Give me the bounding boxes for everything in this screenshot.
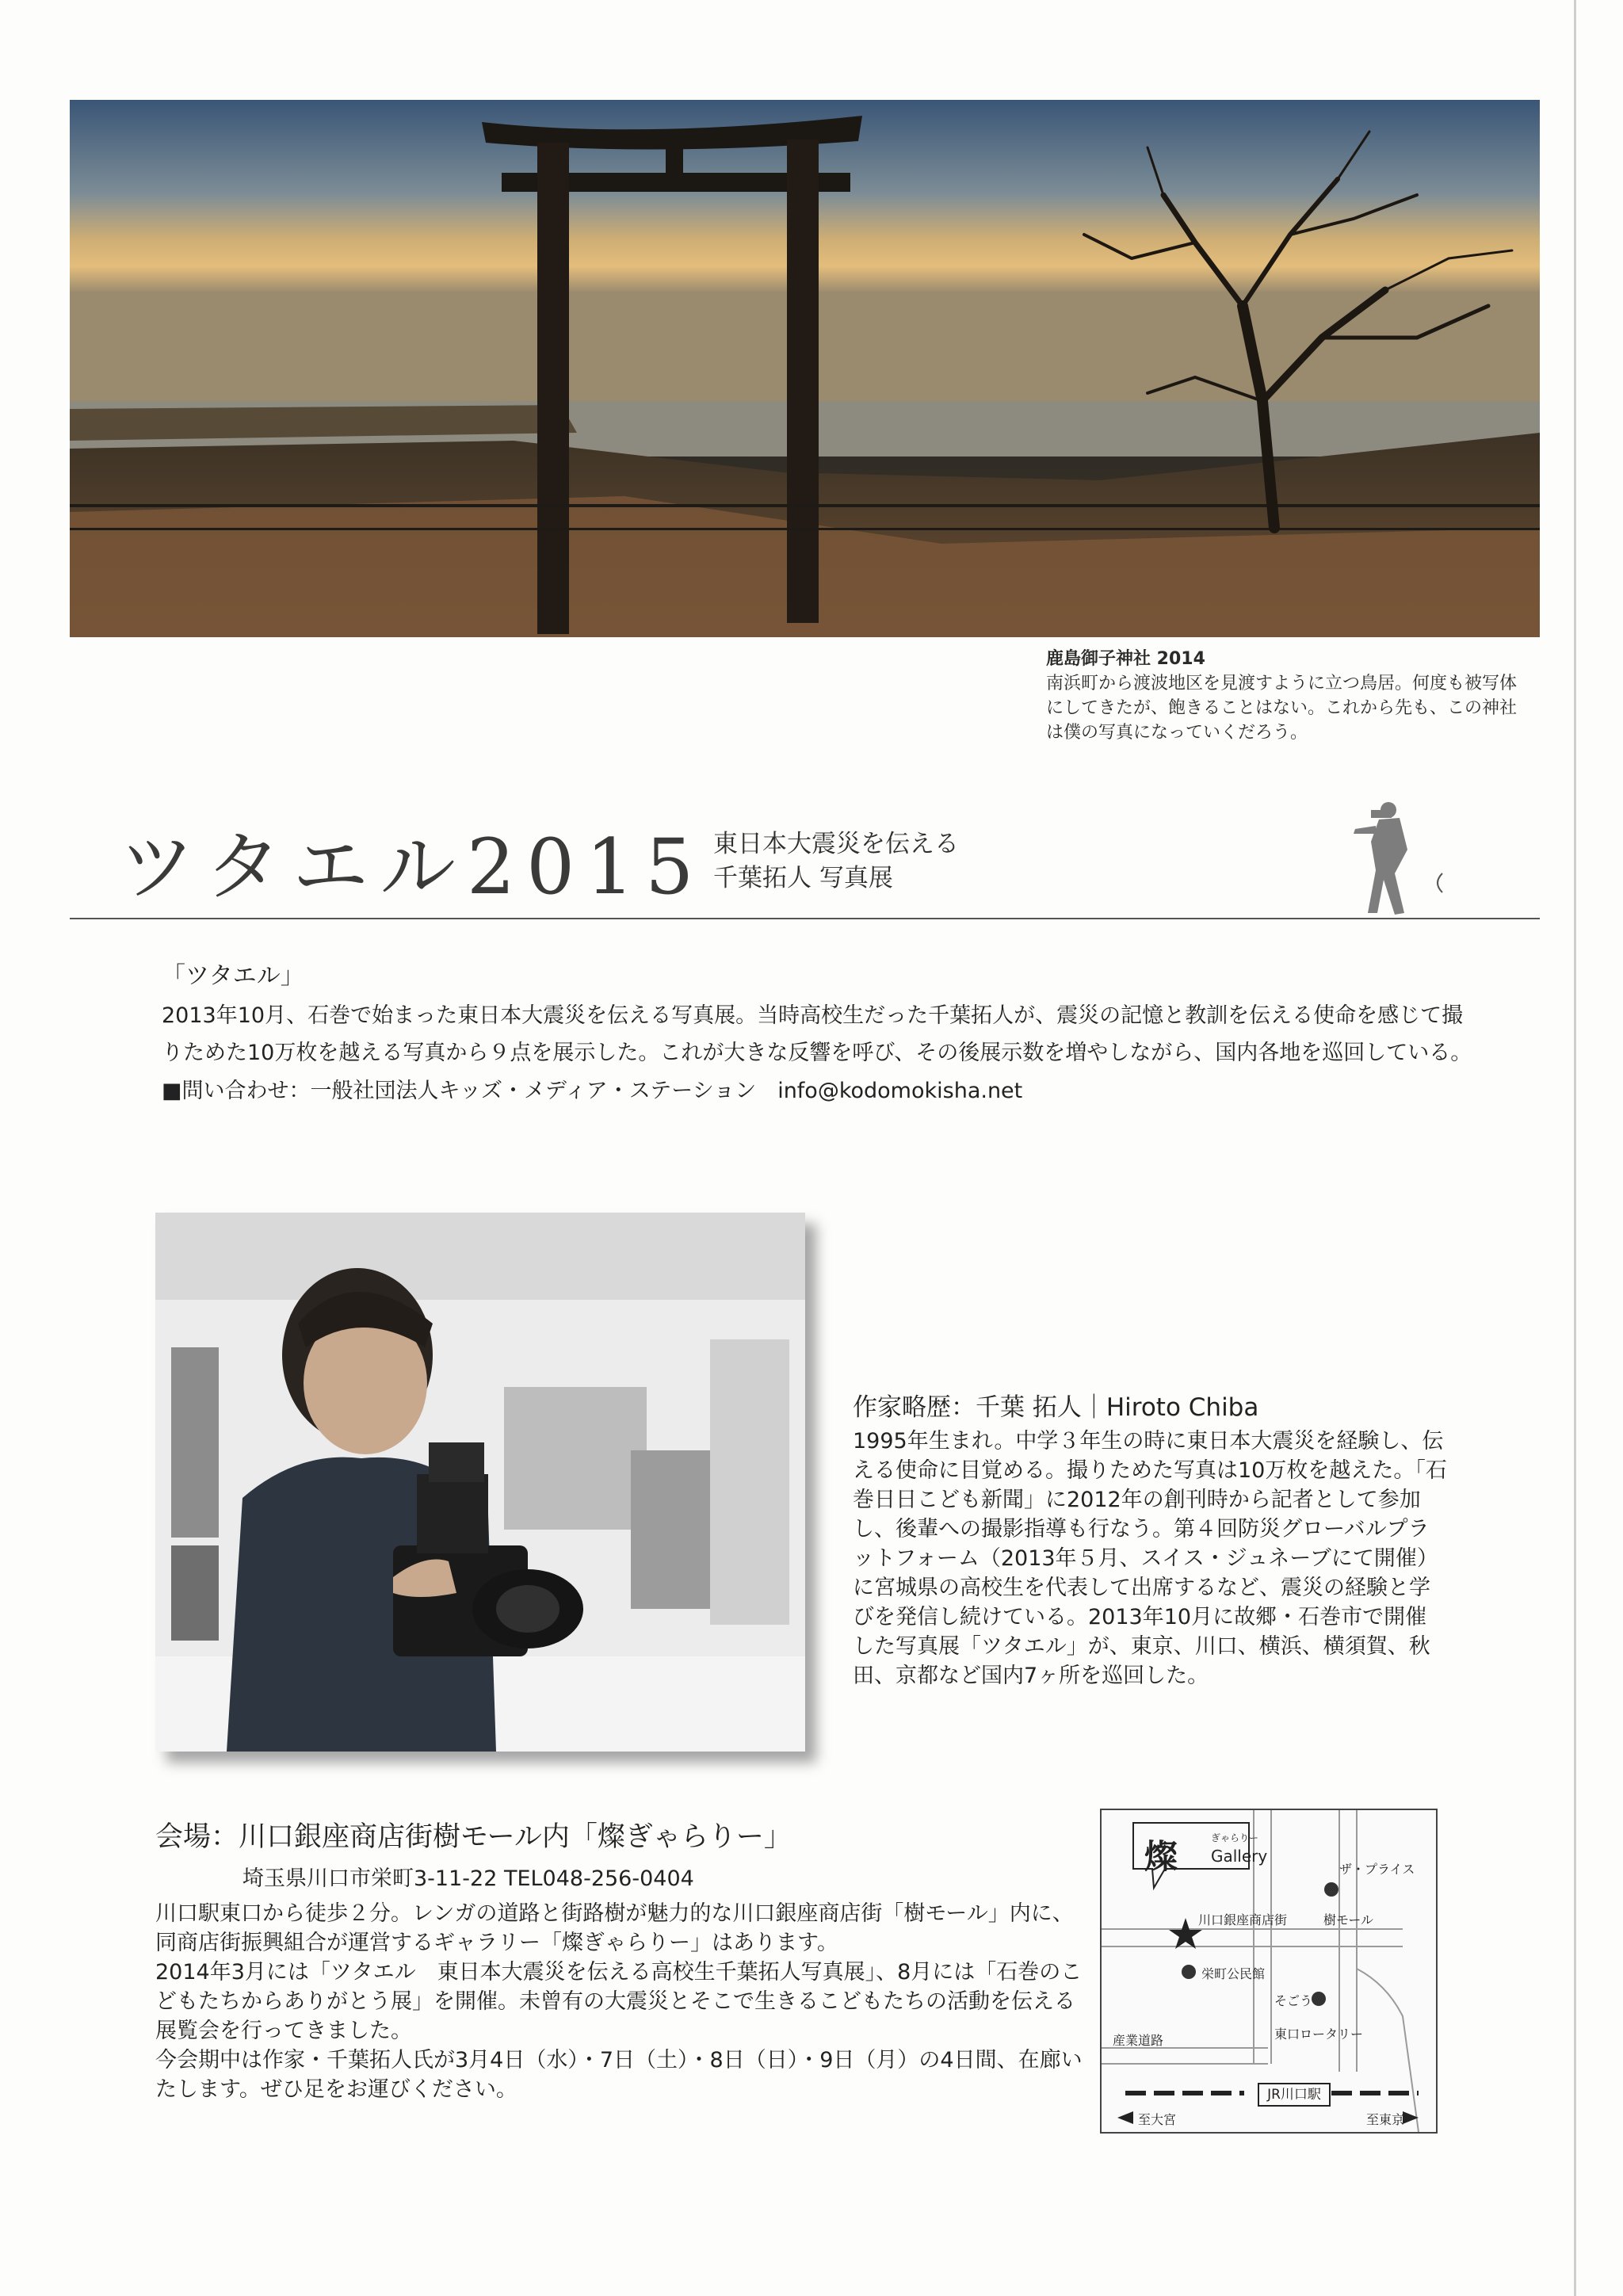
gallery-logo-char: 燦 (1144, 1837, 1178, 1876)
title-word: ツタエル (119, 823, 468, 911)
intro-body: 2013年10月、石巻で始まった東日本大震災を伝える写真展。当時高校生だった千葉拓人が、震災の記憶と教訓を伝える使命を感じて撮りためた10万枚を越える写真から９点を展示した。これが大きな反響を呼び、その後展示数を増やしながら、国内各地を巡回している。 (162, 1003, 1472, 1065)
venue-address: 埼玉県川口市栄町3-11-22 TEL048-256-0404 (242, 1866, 694, 1891)
photographer-silhouette-icon (1339, 794, 1458, 921)
caption-title: 鹿島御子神社 2014 (1046, 649, 1205, 669)
map-label-community-hall: 栄町公民館 (1201, 1966, 1266, 1981)
profile-body: 1995年生まれ。中学３年生の時に東日本大震災を経験し、伝える使命に目覚める。撮りためた写真は10万枚を越えた。「石巻日日こども新聞」に2012年の創刊時から記者として参加し、後輩への撮影指導も行なう。第４回防災グローバルプラットフォーム（2013年５月、スイス・ジュネーブにて開催）に宮城県の高校生を代表して出席するなど、震災の経験と学びを発信し続けている。2013年10月に故郷・石巻市で開催した写真展「ツタエル」が、東京、川口、横浜、横須賀、秋田、京都など国内7ヶ所を巡回した。 (853, 1429, 1447, 1688)
venue-description (155, 1899, 1090, 2104)
exhibition-title (119, 807, 705, 915)
subtitle-line-2: 千葉拓人 写真展 (713, 864, 893, 892)
map-label-to-tokyo: 至東京 (1366, 2112, 1405, 2127)
map-label-mall: 樹モール (1323, 1912, 1374, 1927)
gallery-logo-small: ぎゃらりー (1211, 1832, 1259, 1843)
map-label-station: JR川口駅 (1258, 2083, 1331, 2107)
venue-paragraph-2: 2014年3月には「ツタエル 東日本大震災を伝える高校生千葉拓人写真展」、8月には「石巻のこどもたちからありがとう展」を開催。未曾有の大震災とそこで生きるこどもたちの活動を伝える展覧会を行ってきました。 (155, 1960, 1083, 2043)
venue-paragraph-3: 今会期中は作家・千葉拓人氏が3月4日（水）・7日（土）・8日（日）・9日（月）の4日間、在廊いたします。ぜひ足をお運びください。 (155, 2048, 1083, 2102)
venue-heading: 会場：川口銀座商店街樹モール内「燦ぎゃらりー」 (155, 1821, 792, 1853)
map-label-industrial-road: 産業道路 (1113, 2033, 1164, 2048)
contact-line: ■問い合わせ：一般社団法人キッズ・メディア・ステーション info@kodomokisha.net (162, 1079, 1023, 1103)
title-year: 2015 (467, 823, 705, 911)
profile-heading: 作家略歴：千葉 拓人｜Hiroto Chiba (853, 1393, 1259, 1422)
access-map (1100, 1809, 1438, 2134)
scan-edge-line (1574, 0, 1576, 2296)
hero-caption (1046, 647, 1522, 745)
exhibition-subtitle (713, 827, 959, 896)
subtitle-line-1: 東日本大震災を伝える (713, 830, 959, 858)
intro-heading: 「ツタエル」 (162, 962, 304, 990)
gallery-logo-text: Gallery (1211, 1847, 1268, 1866)
venue-paragraph-1: 川口駅東口から徒歩２分。レンガの道路と街路樹が魅力的な川口銀座商店街「樹モール」内に、同商店街振興組合が運営するギャラリー「燦ぎゃらりー」はあります。 (155, 1901, 1074, 1955)
portrait-photo (155, 1213, 805, 1752)
map-label-the-prize: ザ・プライス (1339, 1862, 1415, 1877)
map-label-sogo: そごう (1274, 1993, 1313, 2008)
map-label-rotary: 東口ロータリー (1274, 2027, 1364, 2042)
map-label-to-omiya: 至大宮 (1138, 2112, 1177, 2127)
title-divider (70, 918, 1540, 919)
caption-text: 南浜町から渡波地区を見渡すように立つ鳥居。何度も被写体にしてきたが、飽きることはない。これから先も、この神社は僕の写真になっていくだろう。 (1046, 674, 1518, 743)
map-label-shopping-street: 川口銀座商店街 (1198, 1912, 1288, 1927)
hero-photo-torii (70, 100, 1540, 637)
